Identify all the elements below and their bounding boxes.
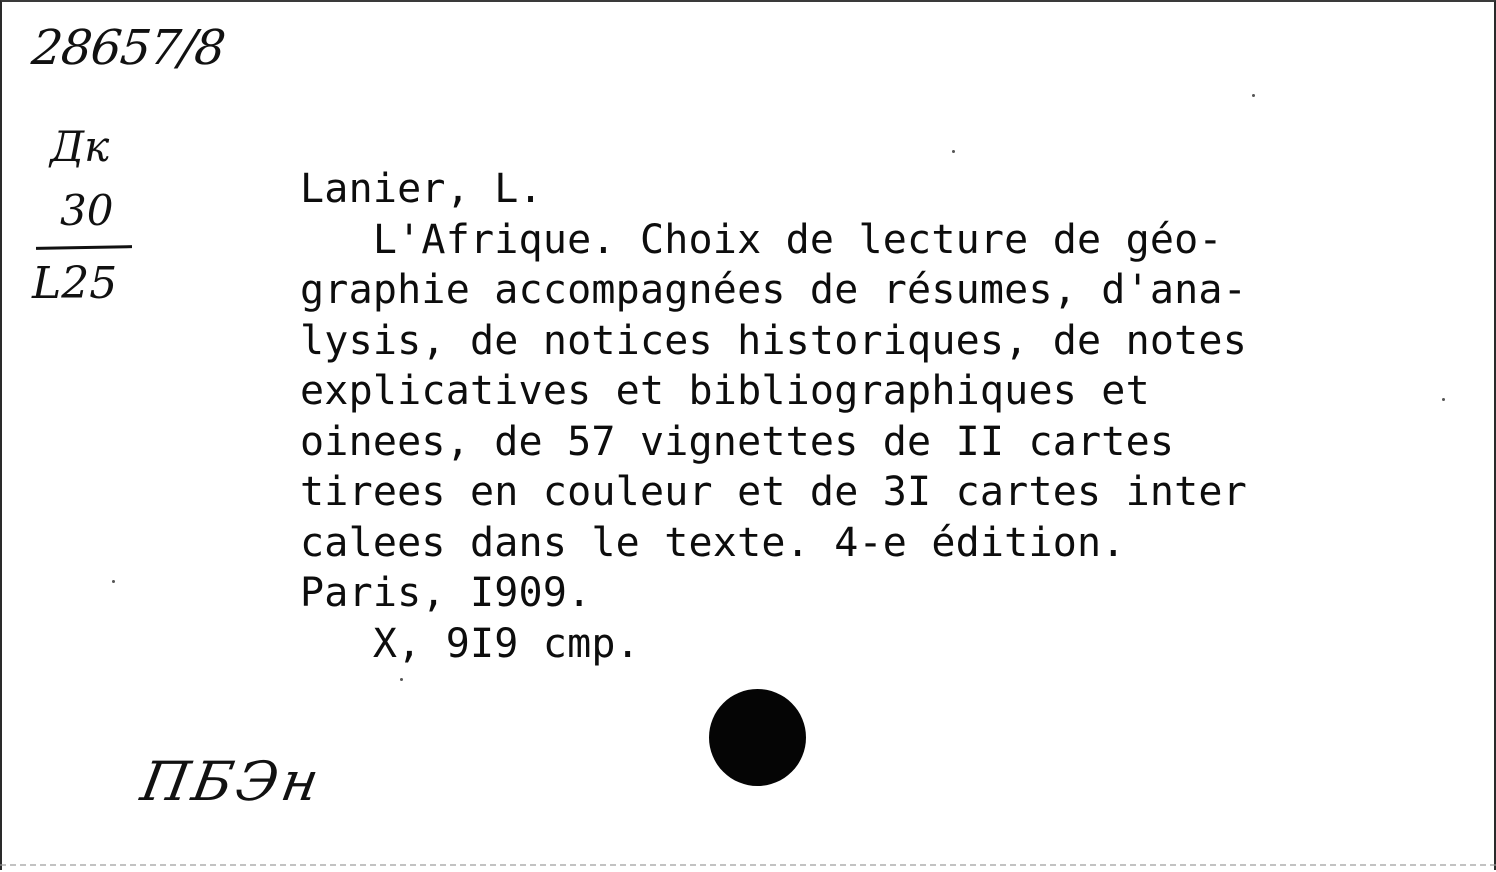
dust-speck [952,150,955,153]
dust-speck [1252,94,1255,97]
entry-title-line: explicatives et bibliographiques et [300,368,1150,414]
handwritten-bottom-note: ПБЭн [136,750,328,813]
dust-speck [112,580,115,583]
entry-pagination: X, 9I9 cmp. [300,620,640,667]
handwritten-shelf-mark-cutter: L25 [32,258,118,309]
handwritten-shelf-mark-class: Дк [50,122,110,171]
card-bottom-edge [0,864,1496,872]
punch-hole [709,689,806,786]
entry-title-line: oinees, de 57 vignettes de II cartes [300,418,1175,465]
dust-speck [1442,398,1445,401]
shelf-mark-divider [36,245,132,250]
dust-speck [400,678,403,681]
entry-author: Lanier, L. [300,166,543,212]
typed-catalog-entry [300,164,1247,669]
entry-title-line: lysis, de notices historiques, de notes [300,317,1247,364]
entry-title-line: tirees en couleur et de 3I cartes inter [300,469,1247,515]
entry-edition-line: calees dans le texte. 4-e édition. [300,519,1126,566]
entry-title-line: graphie accompagnées de résumes, d'ana- [300,267,1247,313]
handwritten-call-number: 28657/8 [29,20,228,76]
entry-title-line: L'Afrique. Choix de lecture de géo- [300,216,1223,263]
handwritten-shelf-mark-number: 30 [60,186,114,235]
entry-imprint: Paris, I909. [300,570,592,616]
